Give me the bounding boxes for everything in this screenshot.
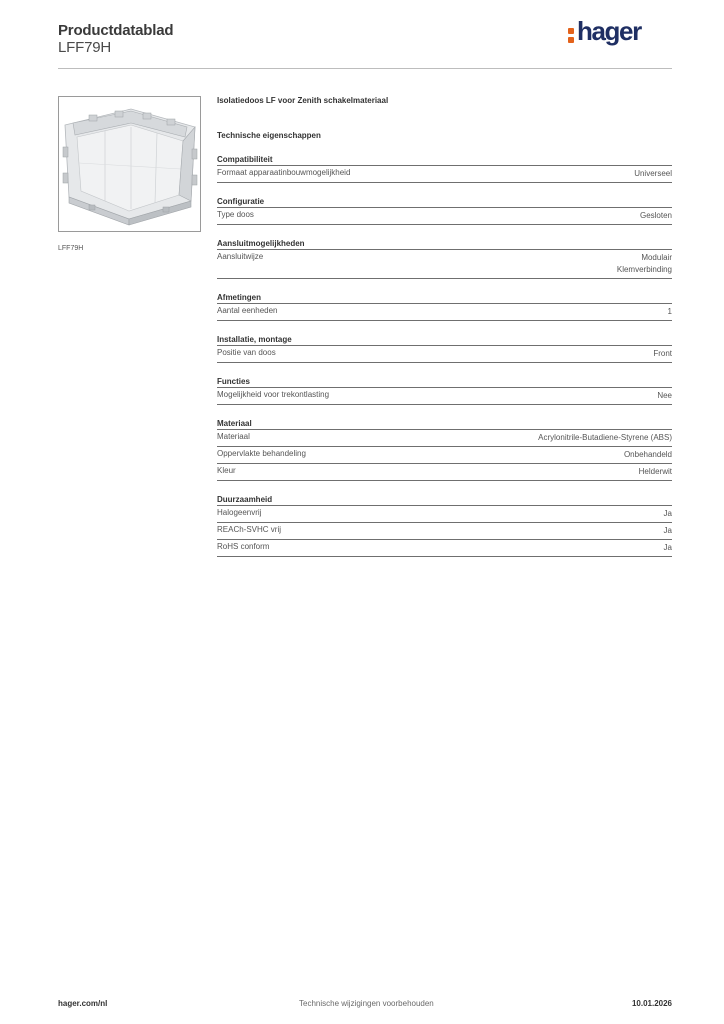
logo-dot-bottom [568, 37, 574, 43]
spec-row [217, 304, 672, 321]
spec-label: Kleur [217, 466, 236, 475]
spec-row [217, 523, 672, 540]
spec-label: REACh-SVHC vrij [217, 525, 282, 534]
spec-section [217, 495, 672, 557]
insulation-box-illustration [59, 97, 200, 231]
spec-label: Oppervlakte behandeling [217, 449, 306, 458]
spec-row [217, 166, 672, 183]
document-title: Productdatablad [58, 22, 174, 39]
spec-label: Mogelijkheid voor trekontlasting [217, 390, 330, 399]
spec-values [668, 306, 672, 318]
spec-values [538, 432, 672, 444]
spec-label: Aansluitwijze [217, 252, 264, 261]
section-title: Compatibiliteit [217, 155, 672, 166]
section-title: Configuratie [217, 197, 672, 208]
spec-row [217, 388, 672, 405]
spec-value: Front [653, 349, 672, 358]
spec-section [217, 197, 672, 225]
section-title: Duurzaamheid [217, 495, 672, 506]
spec-row [217, 208, 672, 225]
footer-date: 10.01.2026 [631, 999, 672, 1008]
spec-values [657, 390, 672, 402]
tech-properties-heading: Technische eigenschappen [217, 131, 321, 140]
spec-value: Gesloten [639, 211, 672, 220]
footer-disclaimer: Technische wijzigingen voorbehouden [299, 999, 434, 1008]
spec-label: Materiaal [217, 432, 250, 441]
spec-section [217, 335, 672, 363]
spec-label: Halogeenvrij [217, 508, 262, 517]
spec-row [217, 506, 672, 523]
image-caption: LFF79H [58, 245, 84, 252]
spec-values [624, 449, 672, 461]
spec-values [653, 348, 672, 360]
spec-section [217, 239, 672, 279]
spec-values [664, 508, 672, 520]
spec-value: Ja [663, 509, 672, 518]
spec-values [634, 168, 672, 180]
spec-value: Onbehandeld [623, 450, 672, 459]
spec-label: Positie van doos [217, 348, 276, 357]
spec-value: Modulair [641, 253, 672, 262]
section-title: Aansluitmogelijkheden [217, 239, 672, 250]
spec-row [217, 464, 672, 481]
spec-values [639, 466, 672, 478]
spec-sections [217, 155, 672, 557]
spec-values [664, 542, 672, 554]
spec-value: Klemverbinding [616, 265, 672, 274]
spec-value: Universeel [634, 169, 672, 178]
spec-value: 1 [667, 307, 672, 316]
header-divider [58, 68, 672, 69]
logo-dot-top [568, 28, 574, 34]
spec-label: Aantal eenheden [217, 306, 278, 315]
spec-row [217, 540, 672, 557]
spec-row [217, 346, 672, 363]
spec-row [217, 430, 672, 447]
spec-row [217, 447, 672, 464]
section-title: Afmetingen [217, 293, 672, 304]
spec-values [640, 210, 672, 222]
spec-section [217, 155, 672, 183]
spec-label: Formaat apparaatinbouwmogelijkheid [217, 168, 351, 177]
spec-values [617, 252, 672, 276]
spec-value: Nee [657, 391, 672, 400]
spec-section [217, 377, 672, 405]
spec-section [217, 419, 672, 481]
spec-values [664, 525, 672, 537]
section-title: Functies [217, 377, 672, 388]
spec-value: Acrylonitrile-Butadiene-Styrene (ABS) [538, 433, 672, 442]
spec-content [217, 96, 672, 557]
spec-section [217, 293, 672, 321]
hager-logo [566, 14, 666, 50]
footer-website-link[interactable]: hager.com/nl [58, 999, 108, 1008]
document-subtitle: LFF79H [58, 39, 111, 56]
spec-row [217, 250, 672, 279]
product-image [58, 96, 201, 232]
spec-value: Helderwit [638, 467, 672, 476]
section-title: Installatie, montage [217, 335, 672, 346]
product-description: Isolatiedoos LF voor Zenith schakelmateriaal [217, 96, 389, 105]
spec-value: Ja [663, 526, 672, 535]
spec-value: Ja [663, 543, 672, 552]
spec-label: RoHS conform [217, 542, 270, 551]
spec-label: Type doos [217, 210, 254, 219]
logo-text: hager [577, 16, 641, 46]
section-title: Materiaal [217, 419, 672, 430]
